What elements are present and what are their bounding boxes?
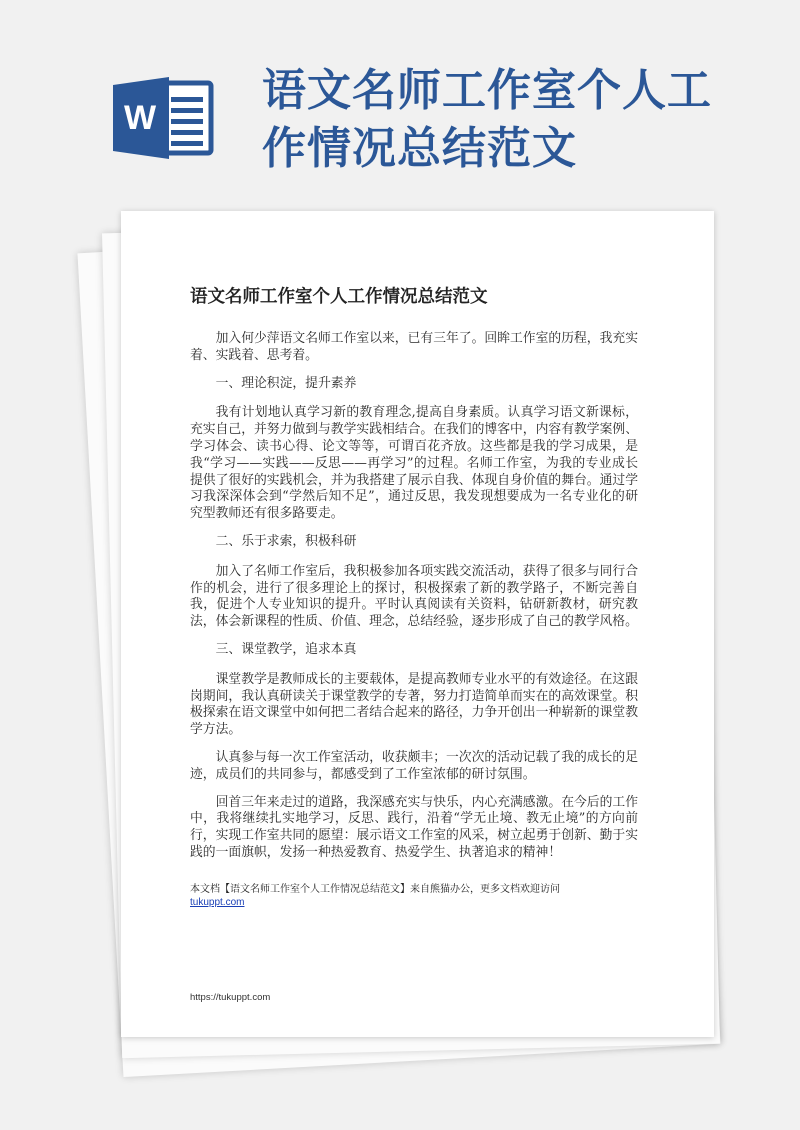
- section-paragraph-2: 加入了名师工作室后，我积极参加各项实践交流活动，获得了很多与同行合作的机会，进行了很多理论上的探讨，积极探索了新的教学路子，不断完善自我，促进个人专业知识的提升。平时认真阅读有关资料，钻研新教材，研究教法，体会新课程的性质、价值、理念，总结经验，逐步形成了自己的教学风格。: [190, 563, 638, 630]
- footnote-link[interactable]: tukuppt.com: [190, 897, 245, 908]
- banner-title-line2: 作情况总结范文: [262, 123, 577, 174]
- section-heading-2: 二、乐于求索，积极科研: [215, 533, 357, 549]
- svg-text:W: W: [123, 99, 157, 137]
- section-paragraph-3b: 认真参与每一次工作室活动，收获颇丰；一次次的活动记载了我的成长的足迹，成员们的共同参与，都感受到了工作室浓郁的研讨氛围。: [190, 749, 638, 782]
- intro-paragraph: 加入何少萍语文名师工作室以来，已有三年了。回眸工作室的历程，我充实着、实践着、思考着。: [190, 331, 638, 363]
- footer-url[interactable]: https://tukuppt.com: [190, 992, 271, 1003]
- banner-title: [262, 62, 762, 178]
- closing-paragraph: 回首三年来走过的道路，我深感充实与快乐，内心充满感激。在今后的工作中，我将继续扎实地学习，反思、践行，沿着“学无止境、教无止境”的方向前行，实现工作室共同的愿望：展示语文工作室的风采，树立起勇于创新、勤于实践的一面旗帜，发扬一种热爱教育、热爱学生、执著追求的精神！: [190, 794, 638, 860]
- section-heading-1: 一、理论积淀，提升素养: [215, 375, 357, 391]
- source-footnote: [190, 883, 560, 909]
- section-paragraph-3a: 课堂教学是教师成长的主要载体，是提高教师专业水平的有效途径。在这跟岗期间，我认真研读关于课堂教学的专著，努力打造简单而实在的高效课堂。积极探索在语文课堂中如何把二者结合起来的路径，力争开创出一种崭新的课堂教学方法。: [190, 671, 638, 738]
- document-body: [190, 331, 638, 873]
- section-heading-3: 三、课堂教学，追求本真: [215, 641, 357, 657]
- footnote-text: 本文档【语文名师工作室个人工作情况总结范文】来自熊猫办公，更多文档欢迎访问: [190, 884, 560, 895]
- section-paragraph-1: 我有计划地认真学习新的教育理念,提高自身素质。认真学习语文新课标，充实自己，并努力做到与教学实践相结合。在我们的博客中，内容有教学案例、学习体会、读书心得、论文等等，可谓百花齐放。这些都是我的学习成果，是我“学习——实践——反思——再学习”的过程。名师工作室，为我的专业成长提供了很好的实践机会，并为我搭建了展示自我、体现自身价值的舞台。通过学习我深深体会到“学然后知不足”，通过反思，我发现想要成为一名专业化的研究型教师还有很多路要走。: [190, 405, 638, 522]
- word-document-icon: [113, 77, 215, 159]
- document-title: 语文名师工作室个人工作情况总结范文: [190, 287, 488, 307]
- document-page: [121, 211, 714, 1037]
- banner-title-line1: 语文名师工作室个人工: [262, 65, 712, 116]
